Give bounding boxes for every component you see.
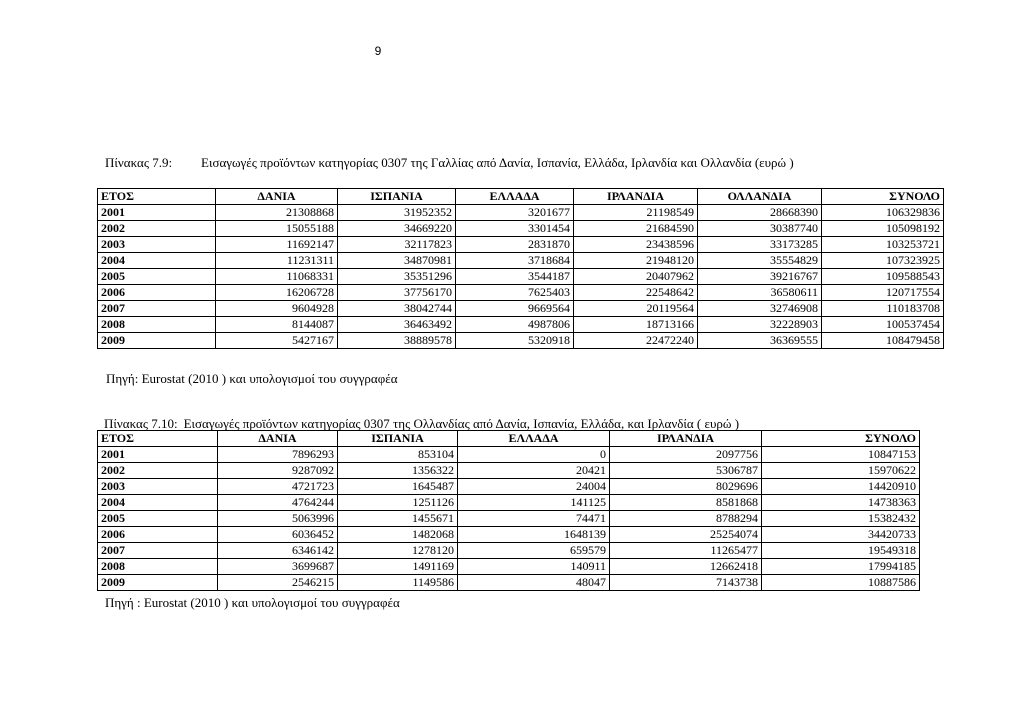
year-cell: 2009 bbox=[98, 333, 216, 349]
year-cell: 2009 bbox=[98, 575, 218, 591]
value-cell: 8144087 bbox=[216, 317, 338, 333]
value-cell: 110183708 bbox=[822, 301, 944, 317]
page-number: 9 bbox=[374, 44, 382, 58]
value-cell: 853104 bbox=[338, 447, 458, 463]
value-cell: 8581868 bbox=[610, 495, 762, 511]
value-cell: 103253721 bbox=[822, 237, 944, 253]
table2-caption-label: Πίνακας 7.10: bbox=[104, 416, 178, 431]
value-cell: 37756170 bbox=[338, 285, 456, 301]
column-header: ΟΛΛΑΝΔΙΑ bbox=[698, 189, 822, 205]
year-cell: 2006 bbox=[98, 285, 216, 301]
year-cell: 2001 bbox=[98, 447, 218, 463]
value-cell: 1356322 bbox=[338, 463, 458, 479]
value-cell: 20119564 bbox=[574, 301, 698, 317]
table-row bbox=[98, 559, 920, 575]
table1-header-row bbox=[98, 189, 944, 205]
table-row bbox=[98, 269, 944, 285]
column-header: ΔΑΝΙΑ bbox=[216, 189, 338, 205]
table-row bbox=[98, 543, 920, 559]
value-cell: 5063996 bbox=[218, 511, 338, 527]
table-row bbox=[98, 221, 944, 237]
year-cell: 2007 bbox=[98, 301, 216, 317]
table1-source: Πηγή: Eurostat (2010 ) και υπολογισμοί του συγγραφέα bbox=[106, 371, 398, 386]
value-cell: 7625403 bbox=[456, 285, 574, 301]
value-cell: 32117823 bbox=[338, 237, 456, 253]
value-cell: 9287092 bbox=[218, 463, 338, 479]
value-cell: 34870981 bbox=[338, 253, 456, 269]
year-cell: 2003 bbox=[98, 479, 218, 495]
table-row bbox=[98, 575, 920, 591]
table1-header bbox=[98, 189, 944, 205]
table-row bbox=[98, 205, 944, 221]
value-cell: 16206728 bbox=[216, 285, 338, 301]
value-cell: 33173285 bbox=[698, 237, 822, 253]
value-cell: 3301454 bbox=[456, 221, 574, 237]
value-cell: 107323925 bbox=[822, 253, 944, 269]
value-cell: 20421 bbox=[458, 463, 610, 479]
value-cell: 18713166 bbox=[574, 317, 698, 333]
year-cell: 2004 bbox=[98, 253, 216, 269]
value-cell: 8029696 bbox=[610, 479, 762, 495]
value-cell: 3718684 bbox=[456, 253, 574, 269]
value-cell: 15382432 bbox=[762, 511, 920, 527]
value-cell: 100537454 bbox=[822, 317, 944, 333]
value-cell: 5320918 bbox=[456, 333, 574, 349]
value-cell: 21948120 bbox=[574, 253, 698, 269]
value-cell: 14420910 bbox=[762, 479, 920, 495]
value-cell: 21684590 bbox=[574, 221, 698, 237]
value-cell: 21308868 bbox=[216, 205, 338, 221]
value-cell: 38889578 bbox=[338, 333, 456, 349]
value-cell: 1278120 bbox=[338, 543, 458, 559]
value-cell: 24004 bbox=[458, 479, 610, 495]
column-header: ΙΡΛΑΝΔΙΑ bbox=[574, 189, 698, 205]
year-cell: 2008 bbox=[98, 559, 218, 575]
value-cell: 11231311 bbox=[216, 253, 338, 269]
value-cell: 1455671 bbox=[338, 511, 458, 527]
table-row bbox=[98, 527, 920, 543]
value-cell: 11068331 bbox=[216, 269, 338, 285]
value-cell: 34420733 bbox=[762, 527, 920, 543]
value-cell: 106329836 bbox=[822, 205, 944, 221]
value-cell: 10847153 bbox=[762, 447, 920, 463]
value-cell: 9669564 bbox=[456, 301, 574, 317]
value-cell: 48047 bbox=[458, 575, 610, 591]
value-cell: 6346142 bbox=[218, 543, 338, 559]
value-cell: 36369555 bbox=[698, 333, 822, 349]
value-cell: 659579 bbox=[458, 543, 610, 559]
table1-body bbox=[98, 205, 944, 349]
column-header: ΙΡΛΑΝΔΙΑ bbox=[610, 431, 762, 447]
value-cell: 30387740 bbox=[698, 221, 822, 237]
value-cell: 7143738 bbox=[610, 575, 762, 591]
value-cell: 23438596 bbox=[574, 237, 698, 253]
value-cell: 11265477 bbox=[610, 543, 762, 559]
value-cell: 2831870 bbox=[456, 237, 574, 253]
value-cell: 4987806 bbox=[456, 317, 574, 333]
value-cell: 15055188 bbox=[216, 221, 338, 237]
value-cell: 35351296 bbox=[338, 269, 456, 285]
table2-caption-text: Εισαγωγές προϊόντων κατηγορίας 0307 της Ολλανδίας από Δανία, Ισπανία, Ελλάδα, και Ιρλανδία ( ευρώ ) bbox=[183, 416, 740, 431]
year-cell: 2001 bbox=[98, 205, 216, 221]
value-cell: 21198549 bbox=[574, 205, 698, 221]
table2-netherlands-imports bbox=[97, 430, 920, 591]
value-cell: 31952352 bbox=[338, 205, 456, 221]
column-header: ΣΥΝΟΛΟ bbox=[762, 431, 920, 447]
value-cell: 2097756 bbox=[610, 447, 762, 463]
value-cell: 28668390 bbox=[698, 205, 822, 221]
year-cell: 2002 bbox=[98, 221, 216, 237]
table-row bbox=[98, 447, 920, 463]
value-cell: 32746908 bbox=[698, 301, 822, 317]
value-cell: 15970622 bbox=[762, 463, 920, 479]
year-cell: 2003 bbox=[98, 237, 216, 253]
value-cell: 19549318 bbox=[762, 543, 920, 559]
value-cell: 10887586 bbox=[762, 575, 920, 591]
table2-header-row bbox=[98, 431, 920, 447]
value-cell: 22472240 bbox=[574, 333, 698, 349]
column-header: ΕΛΛΑΔΑ bbox=[456, 189, 574, 205]
value-cell: 1149586 bbox=[338, 575, 458, 591]
value-cell: 2546215 bbox=[218, 575, 338, 591]
value-cell: 7896293 bbox=[218, 447, 338, 463]
value-cell: 74471 bbox=[458, 511, 610, 527]
column-header: ΙΣΠΑΝΙΑ bbox=[338, 189, 456, 205]
value-cell: 1645487 bbox=[338, 479, 458, 495]
value-cell: 140911 bbox=[458, 559, 610, 575]
table-row bbox=[98, 301, 944, 317]
table1-caption bbox=[105, 155, 794, 171]
value-cell: 39216767 bbox=[698, 269, 822, 285]
table2-header bbox=[98, 431, 920, 447]
column-header: ΕΤΟΣ bbox=[98, 431, 218, 447]
column-header: ΙΣΠΑΝΙΑ bbox=[338, 431, 458, 447]
value-cell: 120717554 bbox=[822, 285, 944, 301]
table1-caption-text: Εισαγωγές προϊόντων κατηγορίας 0307 της Γαλλίας από Δανία, Ισπανία, Ελλάδα, Ιρλανδία και Ολλανδία (ευρώ ) bbox=[201, 155, 794, 170]
table2-source: Πηγή : Eurostat (2010 ) και υπολογισμοί του συγγραφέα bbox=[105, 595, 400, 610]
year-cell: 2005 bbox=[98, 511, 218, 527]
value-cell: 4721723 bbox=[218, 479, 338, 495]
value-cell: 25254074 bbox=[610, 527, 762, 543]
value-cell: 36463492 bbox=[338, 317, 456, 333]
year-cell: 2004 bbox=[98, 495, 218, 511]
value-cell: 1491169 bbox=[338, 559, 458, 575]
column-header: ΕΛΛΑΔΑ bbox=[458, 431, 610, 447]
value-cell: 4764244 bbox=[218, 495, 338, 511]
value-cell: 12662418 bbox=[610, 559, 762, 575]
table2-body bbox=[98, 447, 920, 591]
table-row bbox=[98, 463, 920, 479]
column-header: ΣΥΝΟΛΟ bbox=[822, 189, 944, 205]
value-cell: 9604928 bbox=[216, 301, 338, 317]
year-cell: 2005 bbox=[98, 269, 216, 285]
value-cell: 108479458 bbox=[822, 333, 944, 349]
value-cell: 1648139 bbox=[458, 527, 610, 543]
value-cell: 3201677 bbox=[456, 205, 574, 221]
value-cell: 32228903 bbox=[698, 317, 822, 333]
year-cell: 2006 bbox=[98, 527, 218, 543]
value-cell: 0 bbox=[458, 447, 610, 463]
value-cell: 3699687 bbox=[218, 559, 338, 575]
value-cell: 1251126 bbox=[338, 495, 458, 511]
value-cell: 22548642 bbox=[574, 285, 698, 301]
value-cell: 3544187 bbox=[456, 269, 574, 285]
value-cell: 1482068 bbox=[338, 527, 458, 543]
table-row bbox=[98, 495, 920, 511]
value-cell: 109588543 bbox=[822, 269, 944, 285]
table-row bbox=[98, 253, 944, 269]
table-row bbox=[98, 333, 944, 349]
value-cell: 5306787 bbox=[610, 463, 762, 479]
value-cell: 20407962 bbox=[574, 269, 698, 285]
table-row bbox=[98, 511, 920, 527]
table-row bbox=[98, 479, 920, 495]
value-cell: 141125 bbox=[458, 495, 610, 511]
value-cell: 38042744 bbox=[338, 301, 456, 317]
value-cell: 36580611 bbox=[698, 285, 822, 301]
value-cell: 8788294 bbox=[610, 511, 762, 527]
value-cell: 5427167 bbox=[216, 333, 338, 349]
table1-caption-label: Πίνακας 7.9: bbox=[105, 155, 173, 170]
value-cell: 34669220 bbox=[338, 221, 456, 237]
column-header: ΕΤΟΣ bbox=[98, 189, 216, 205]
year-cell: 2002 bbox=[98, 463, 218, 479]
value-cell: 17994185 bbox=[762, 559, 920, 575]
table1-france-imports bbox=[97, 188, 944, 349]
value-cell: 6036452 bbox=[218, 527, 338, 543]
table-row bbox=[98, 317, 944, 333]
year-cell: 2007 bbox=[98, 543, 218, 559]
column-header: ΔΑΝΙΑ bbox=[218, 431, 338, 447]
value-cell: 35554829 bbox=[698, 253, 822, 269]
year-cell: 2008 bbox=[98, 317, 216, 333]
value-cell: 14738363 bbox=[762, 495, 920, 511]
value-cell: 105098192 bbox=[822, 221, 944, 237]
table-row bbox=[98, 285, 944, 301]
value-cell: 11692147 bbox=[216, 237, 338, 253]
table-row bbox=[98, 237, 944, 253]
